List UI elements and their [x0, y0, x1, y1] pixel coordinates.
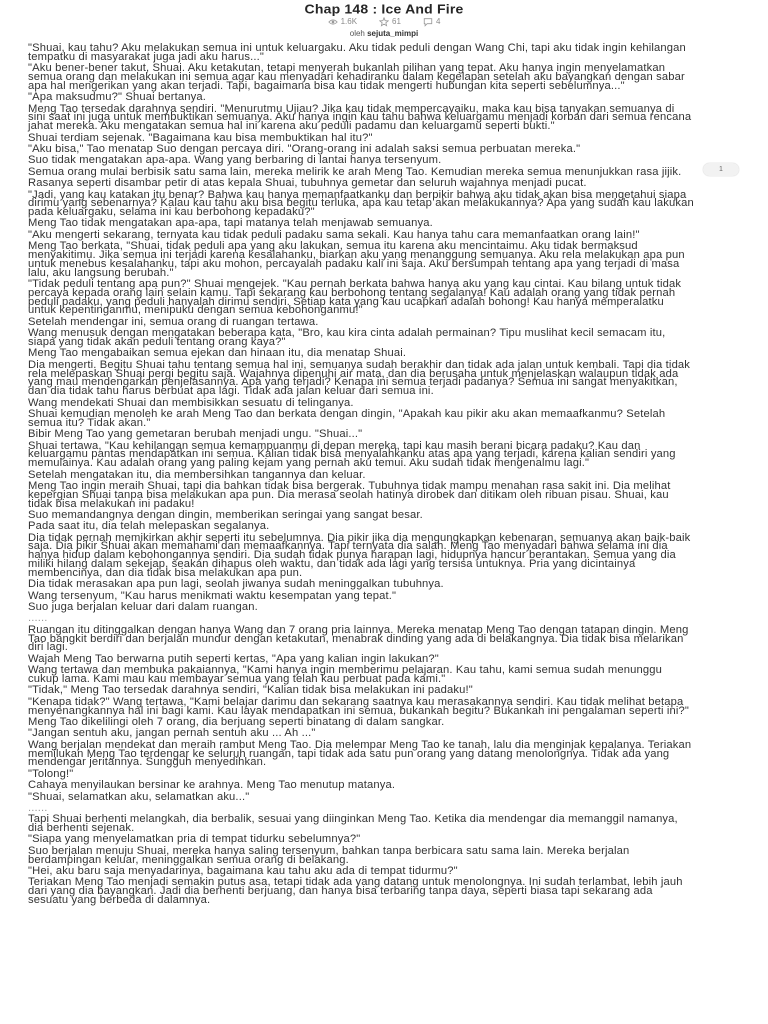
story-paragraph: Bibir Meng Tao yang gemetaran berubah menjadi ungu. "Shuai..."	[28, 428, 363, 441]
story-paragraph: Wajah Meng Tao berwarna putih seperti kertas, "Apa yang kalian ingin lakukan?"	[28, 652, 439, 665]
story-paragraph: "Shuai, kau tahu? Aku melakukan semua ini untuk keluargaku. Aku tidak peduli dengan Wang Chi, tapi aku tidak ingin kehilangan tempatku di masyarakat juga jadi aku harus..."	[28, 42, 686, 63]
story-paragraph: "Hei, aku baru saja menyadarinya, bagaimana kau tahu aku ada di tempat tidurmu?"	[28, 865, 458, 878]
reads-count: 1.6K	[340, 17, 358, 26]
story-paragraph: "Aku bener-bener takut, Shuai. Aku ketakutan, tetapi menyerah bukanlah pilihan yang tepat. Aku hanya ingin menyelamatkan semua orang dan melakukan ini semua agar kau menyadari kehadiranku dalam kegelapan setelah aku bayangkan dengan sabar apa hal mengerikan yang akan terjadi. Tapi, bagaimana bisa kau tidak mengerti hubungan kita seperti sebelumnya..."	[28, 62, 685, 92]
comments-stat[interactable]	[423, 16, 440, 27]
story-paragraph: Cahaya menyilaukan bersinar ke arahnya. Meng Tao menutup matanya.	[28, 779, 396, 792]
author-line	[0, 28, 768, 39]
inline-comment-count: 1	[719, 166, 723, 173]
author-name[interactable]: sejuta_mimpi	[367, 29, 419, 38]
story-paragraph: Setelah mengatakan itu, dia membersihkan tangannya dan keluar.	[28, 468, 366, 481]
story-paragraph: "Jadi, yang kau katakan itu benar? Bahwa kau hanya memanfaatkanku dan berpikir bahwa aku tidak akan bisa mengetahui siapa dirimu yang sebenarnya? Kalau kau tahu aku bisa begitu terluka, apa kau tetap akan melakukannya? Apa yang sudah kau lakukan pada keluargaku, selama ini kau berbohong kepadaku?"	[28, 188, 694, 219]
votes-stat[interactable]	[379, 16, 401, 27]
votes-count: 61	[392, 17, 401, 26]
story-paragraph: ......	[28, 612, 48, 625]
story-paragraph: Wang tertawa dan membuka pakaiannya, "Kami hanya ingin memberimu pelajaran. Kau tahu, kami semua sudah menunggu cukup lama. Kami mau kau membayar semua yang telah kau perbuat pada kami."	[28, 664, 663, 685]
story-paragraph: Suo tidak mengatakan apa-apa. Wang yang berbaring di lantai hanya tersenyum.	[28, 154, 442, 167]
story-paragraph: "Kenapa tidak?" Wang tertawa, "Kami belajar darimu dan sekarang saatnya kau merasakannya sendiri. Kau tidak melihat betapa menyenangkannya hal ini bagi kami. Kau layak mendapatkan ini semua, bukankah begitu? Bukankah ini pengalaman seperti ini?"	[28, 695, 689, 717]
story-paragraph: Meng Tao tersedak darahnya sendiri. "Menurutmu Ujiau? Jika kau tidak mempercayaiku, maka kau bisa tanyakan semuanya di sini saat ini juga untuk membuktikan semuanya. Aku hanya ingin kau tahu bahwa keluargamu menjadi korban dari semua rencana jahat mereka. Aku mengatakan semua hal ini karena aku peduli padamu dan keluargamu seperti bukti."	[28, 102, 692, 133]
story-paragraph: Pada saat itu, dia telah melepaskan segalanya.	[28, 520, 270, 533]
chapter-content	[28, 44, 694, 907]
story-paragraph: Tapi Shuai berhenti melangkah, dia berbalik, sesuai yang diinginkan Meng Tao. Ketika dia mendengar dia memanggil namanya, dia berhenti sejenak.	[28, 813, 678, 835]
story-paragraph: Meng Tao ingin meraih Shuai, tapi dia bahkan tidak bisa bergerak. Tubuhnya tidak mampu menahan rasa sakit ini. Dia melihat kepergian Shuai tanpa bisa melakukan apa pun. Dia merasa seolah hatinya dirobek dan ditikam oleh ribuan pisau. Shuai, kau tidak bisa melakukan ini padaku!	[28, 479, 671, 510]
star-icon	[379, 17, 389, 27]
story-paragraph: ......	[28, 801, 48, 814]
story-paragraph: Dia tidak merasakan apa pun lagi, seolah jiwanya sudah meninggalkan tubuhnya.	[28, 578, 444, 591]
story-paragraph: Meng Tao mengabaikan semua ejekan dan hinaan itu, dia menatap Shuai.	[28, 347, 407, 360]
story-paragraph: "Aku mengerti sekarang, ternyata kau tidak peduli padaku sama sekali. Kau hanya tahu cara memanfaatkan orang lain!"	[28, 228, 640, 241]
story-paragraph: "Siapa yang menyelamatkan pria di tempat tidurku sebelumnya?"	[28, 833, 361, 846]
story-paragraph: Dia tidak pernah memikirkan akhir seperti itu sebelumnya. Dia pikir jika dia mengungkapkan kebenaran, semuanya akan baik-baik saja. Dia pikir Shuai akan memahami dan memaafkannya. Tapi ternyata dia salah. Meng Tao menyadari bahwa selama ini dia hanya hidup dalam kebohongannya sendiri. Dia sudah tidak punya harapan lagi, hidupnya hancur berantakan. Semua yang dia miliki hilang dalam sekejap, seakan dihapus oleh waktu, dan tidak ada lagi yang tersisa untuknya. Pria yang dicintainya membencinya, dan dia tidak bisa melakukan apa pun.	[28, 531, 691, 579]
story-paragraph: "Apa maksudmu?" Shuai bertanya.	[28, 91, 207, 104]
story-paragraph: Shuai terdiam sejenak. "Bagaimana kau bisa membuktikan hal itu?"	[28, 131, 373, 144]
story-paragraph: Wang berjalan mendekat dan meraih rambut Meng Tao. Dia melempar Meng Tao ke tanah, lalu dia menginjak kepalanya. Teriakan memilukan Meng Tao terdengar ke seluruh ruangan, tapi tidak ada satu pun orang yang datang menolongnya. Tidak ada yang mendengar jeritannya. Sungguh menyedihkan.	[28, 738, 692, 769]
story-paragraph: Meng Tao berkata, "Shuai, tidak peduli apa yang aku lakukan, semua itu karena aku mencintaimu. Aku tidak bermaksud menyakitimu. Jika semua ini terjadi karena kesalahanku, biarkan aku yang menanggung semuanya. Aku rela melakukan apa pun untuk menebus kesalahanku, tapi aku mohon, percayalah padaku kali ini saja. Aku bersumpah tentang apa yang terjadi di masa lalu, aku langsung berubah."	[28, 240, 685, 279]
story-paragraph: "Jangan sentuh aku, jangan pernah sentuh aku ... Ah ..."	[28, 727, 316, 740]
story-paragraph: Shuai kemudian menoleh ke arah Meng Tao dan berkata dengan dingin, "Apakah kau pikir aku akan memaafkanmu? Setelah semua itu? Tidak akan."	[28, 407, 666, 429]
story-paragraph: Meng Tao tidak mengatakan apa-apa, tapi matanya telah menjawab semuanya.	[28, 217, 433, 230]
story-paragraph: Semua orang mulai berbisik satu sama lain, mereka melirik ke arah Meng Tao. Kemudian mereka semua menunjukkan rasa jijik.	[28, 165, 682, 178]
story-paragraph: Meng Tao dikelilingi oleh 7 orang, dia berjuang seperti binatang di dalam sangkar.	[28, 715, 445, 728]
story-paragraph: Wang tersenyum, "Kau harus menikmati waktu kesempatan yang tepat."	[28, 589, 397, 602]
story-paragraph: Teriakan Meng Tao menjadi semakin putus asa, tetapi tidak ada yang datang untuk menolongnya. Ini sudah terlambat, lebih jauh dari yang dia bayangkan. Jadi dia berhenti berjuang, dan hanya bisa terbaring tanpa daya, seperti biasa tapi sekarang ada sesuatu yang berbeda di dalamnya.	[28, 876, 683, 907]
story-paragraph: Dia mengerti. Begitu Shuai tahu tentang semua hal ini, semuanya sudah berakhir dan tidak ada jalan untuk kembali. Tapi dia tidak rela melepaskan Shuai pergi begitu saja. Wajahnya dipenuhi air mata, dan dia berusaha untuk menjelaskan walaupun tidak ada yang mau mendengarkan penjelasannya. Apa yang terjadi? Kenapa ini semua terjadi padanya? Semua ini sangat menyakitkan, dan dia tidak tahu harus berbuat apa lagi. Tidak ada jalan keluar dari semua ini.	[28, 358, 691, 398]
story-paragraph: Suo juga berjalan keluar dari dalam ruangan.	[28, 601, 258, 614]
story-paragraph: "Tidak peduli tentang apa pun?" Shuai mengejek. "Kau pernah berkata bahwa hanya aku yang kau cintai. Kau bilang untuk tidak percaya kepada orang lain selain kamu. Tapi sekarang kau berbohong tentang segalanya! Kau adalah orang yang tidak pernah peduli padaku, yang peduli hanyalah dirimu sendiri. Setiap kata yang kau ucapkan adalah bohong! Kau hanya memperalatku untuk kepentinganmu, menipuku dengan semua kebohonganmu!"	[28, 278, 682, 317]
comment-icon	[423, 17, 433, 27]
reads-stat	[328, 16, 357, 27]
inline-comment-badge[interactable]	[703, 163, 739, 176]
story-paragraph: "Tolong!"	[28, 767, 74, 780]
chapter-title: Chap 148 : Ice And Fire	[304, 1, 464, 17]
story-paragraph: Wang mendekati Shuai dan membisikkan sesuatu di telinganya.	[28, 396, 354, 409]
story-paragraph: Rasanya seperti disambar petir di atas kepala Shuai, tubuhnya gemetar dan seluruh wajahnya menjadi pucat.	[28, 177, 587, 190]
comments-count: 4	[435, 17, 441, 26]
story-paragraph: "Tidak," Meng Tao tersedak darahnya sendiri, "Kalian tidak bisa melakukan ini padaku!"	[28, 684, 473, 697]
story-paragraph: Ruangan itu ditinggalkan dengan hanya Wang dan 7 orang pria lainnya. Mereka menatap Meng Tao dengan tatapan dingin. Meng Tao bangkit berdiri dan berjalan mundur dengan ketakutan, menabrak dinding yang ada di belakangnya. Dia tidak bisa melarikan diri lagi.	[28, 623, 689, 654]
story-paragraph: "Aku bisa," Tao menatap Suo dengan percaya diri. "Orang-orang ini adalah saksi semua perbuatan mereka."	[28, 142, 581, 155]
story-paragraph: Suo memandangnya dengan dingin, memberikan seringai yang sangat besar.	[28, 508, 423, 521]
story-paragraph: Shuai tertawa, "Kau kehilangan semua kemampuanmu di depan mereka, tapi kau masih berani bicara padaku? Kau dan keluargamu pantas mendapatkan ini semua. Kalian tidak bisa menyalahkanku atas apa yang terjadi, karena kalian sendiri yang memulainya. Kau adalah orang yang paling kejam yang pernah aku temui. Aku sudah tidak mengenalmu lagi."	[28, 439, 676, 470]
chapter-header	[0, 0, 768, 39]
chapter-stats	[0, 16, 768, 27]
story-paragraph: "Shuai, selamatkan aku, selamatkan aku..."	[28, 790, 250, 803]
story-paragraph: Suo berjalan menuju Shuai, mereka hanya saling tersenyum, bahkan tanpa berbicara satu sama lain. Mereka berjalan berdampingan keluar, meninggalkan semua orang di belakang.	[28, 844, 630, 866]
eye-icon	[328, 17, 338, 27]
story-paragraph: Setelah mendengar ini, semua orang di ruangan tertawa.	[28, 315, 319, 328]
author-prefix: oleh	[349, 29, 365, 38]
story-paragraph: Wang menusuk dengan mengatakan beberapa kata, "Bro, kau kira cinta adalah permainan? Tipu muslihat kecil semacam itu, siapa yang tidak akan peduli tentang orang kaya?"	[28, 327, 666, 349]
